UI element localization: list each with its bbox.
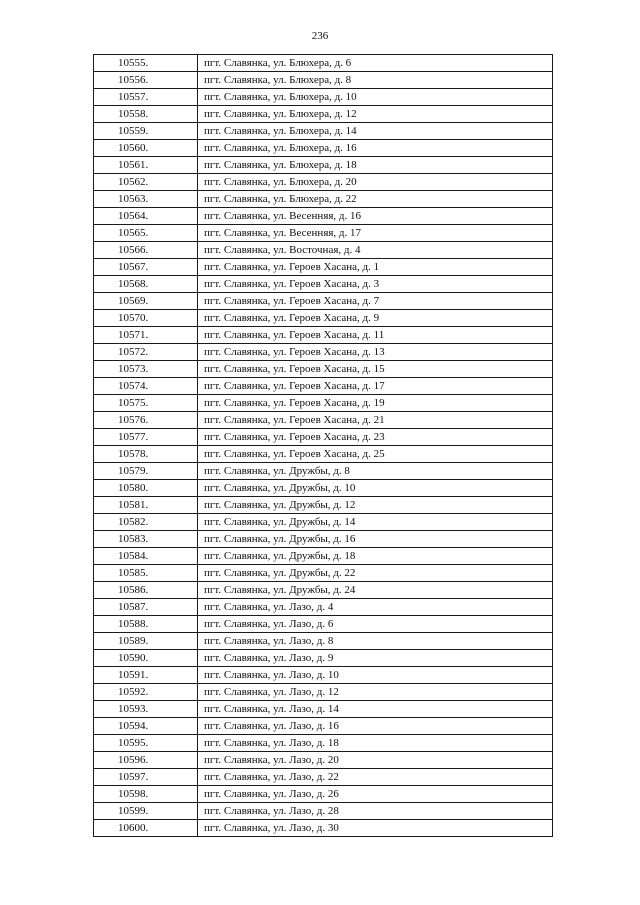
table-row [94,701,553,718]
table-row [94,582,553,599]
address-cell: пгт. Славянка, ул. Героев Хасана, д. 15 [198,361,553,378]
address-cell: пгт. Славянка, ул. Блюхера, д. 8 [198,72,553,89]
table-row [94,140,553,157]
row-number-cell: 10562. [94,174,198,191]
table-row [94,820,553,837]
address-cell: пгт. Славянка, ул. Блюхера, д. 22 [198,191,553,208]
row-number-cell: 10578. [94,446,198,463]
address-cell: пгт. Славянка, ул. Лазо, д. 30 [198,820,553,837]
table-row [94,786,553,803]
row-number-cell: 10587. [94,599,198,616]
address-cell: пгт. Славянка, ул. Лазо, д. 10 [198,667,553,684]
table-row [94,429,553,446]
row-number-cell: 10579. [94,463,198,480]
row-number-cell: 10595. [94,735,198,752]
address-cell: пгт. Славянка, ул. Дружбы, д. 18 [198,548,553,565]
table-row [94,242,553,259]
table-row [94,463,553,480]
table-row [94,157,553,174]
table-row [94,123,553,140]
table-row [94,497,553,514]
table-row [94,633,553,650]
row-number-cell: 10575. [94,395,198,412]
table-row [94,735,553,752]
row-number-cell: 10584. [94,548,198,565]
row-number-cell: 10558. [94,106,198,123]
address-cell: пгт. Славянка, ул. Блюхера, д. 20 [198,174,553,191]
table-row [94,769,553,786]
row-number-cell: 10582. [94,514,198,531]
address-cell: пгт. Славянка, ул. Весенняя, д. 17 [198,225,553,242]
row-number-cell: 10567. [94,259,198,276]
table-row [94,803,553,820]
table-row [94,480,553,497]
address-cell: пгт. Славянка, ул. Лазо, д. 4 [198,599,553,616]
table-row [94,514,553,531]
row-number-cell: 10565. [94,225,198,242]
address-cell: пгт. Славянка, ул. Лазо, д. 20 [198,752,553,769]
address-table-body [94,55,553,837]
row-number-cell: 10569. [94,293,198,310]
address-cell: пгт. Славянка, ул. Весенняя, д. 16 [198,208,553,225]
address-cell: пгт. Славянка, ул. Лазо, д. 14 [198,701,553,718]
address-cell: пгт. Славянка, ул. Дружбы, д. 8 [198,463,553,480]
address-cell: пгт. Славянка, ул. Героев Хасана, д. 9 [198,310,553,327]
row-number-cell: 10593. [94,701,198,718]
address-cell: пгт. Славянка, ул. Лазо, д. 12 [198,684,553,701]
table-row [94,344,553,361]
address-cell: пгт. Славянка, ул. Восточная, д. 4 [198,242,553,259]
table-row [94,89,553,106]
address-cell: пгт. Славянка, ул. Героев Хасана, д. 23 [198,429,553,446]
address-cell: пгт. Славянка, ул. Блюхера, д. 16 [198,140,553,157]
table-row [94,616,553,633]
address-cell: пгт. Славянка, ул. Блюхера, д. 12 [198,106,553,123]
table-row [94,650,553,667]
row-number-cell: 10586. [94,582,198,599]
table-row [94,293,553,310]
address-cell: пгт. Славянка, ул. Героев Хасана, д. 7 [198,293,553,310]
row-number-cell: 10571. [94,327,198,344]
row-number-cell: 10576. [94,412,198,429]
address-cell: пгт. Славянка, ул. Дружбы, д. 24 [198,582,553,599]
row-number-cell: 10557. [94,89,198,106]
row-number-cell: 10559. [94,123,198,140]
table-row [94,361,553,378]
row-number-cell: 10583. [94,531,198,548]
table-row [94,718,553,735]
table-row [94,276,553,293]
page-number: 236 [311,30,329,42]
table-row [94,106,553,123]
row-number-cell: 10590. [94,650,198,667]
table-row [94,259,553,276]
row-number-cell: 10592. [94,684,198,701]
row-number-cell: 10570. [94,310,198,327]
table-row [94,752,553,769]
address-cell: пгт. Славянка, ул. Лазо, д. 6 [198,616,553,633]
row-number-cell: 10561. [94,157,198,174]
address-cell: пгт. Славянка, ул. Дружбы, д. 16 [198,531,553,548]
row-number-cell: 10598. [94,786,198,803]
row-number-cell: 10573. [94,361,198,378]
address-cell: пгт. Славянка, ул. Блюхера, д. 10 [198,89,553,106]
address-cell: пгт. Славянка, ул. Героев Хасана, д. 25 [198,446,553,463]
address-cell: пгт. Славянка, ул. Героев Хасана, д. 13 [198,344,553,361]
row-number-cell: 10563. [94,191,198,208]
address-cell: пгт. Славянка, ул. Лазо, д. 16 [198,718,553,735]
table-row [94,310,553,327]
row-number-cell: 10597. [94,769,198,786]
row-number-cell: 10556. [94,72,198,89]
address-cell: пгт. Славянка, ул. Дружбы, д. 14 [198,514,553,531]
address-cell: пгт. Славянка, ул. Лазо, д. 22 [198,769,553,786]
table-row [94,684,553,701]
table-row [94,55,553,72]
table-row [94,667,553,684]
table-row [94,191,553,208]
address-cell: пгт. Славянка, ул. Лазо, д. 9 [198,650,553,667]
address-cell: пгт. Славянка, ул. Героев Хасана, д. 21 [198,412,553,429]
address-cell: пгт. Славянка, ул. Лазо, д. 26 [198,786,553,803]
row-number-cell: 10600. [94,820,198,837]
table-row [94,72,553,89]
row-number-cell: 10574. [94,378,198,395]
table-row [94,174,553,191]
table-row [94,412,553,429]
row-number-cell: 10591. [94,667,198,684]
table-row [94,225,553,242]
table-row [94,565,553,582]
address-cell: пгт. Славянка, ул. Героев Хасана, д. 1 [198,259,553,276]
address-cell: пгт. Славянка, ул. Лазо, д. 28 [198,803,553,820]
table-row [94,327,553,344]
address-cell: пгт. Славянка, ул. Героев Хасана, д. 3 [198,276,553,293]
table-row [94,599,553,616]
row-number-cell: 10568. [94,276,198,293]
address-cell: пгт. Славянка, ул. Героев Хасана, д. 17 [198,378,553,395]
row-number-cell: 10588. [94,616,198,633]
address-cell: пгт. Славянка, ул. Блюхера, д. 14 [198,123,553,140]
address-cell: пгт. Славянка, ул. Лазо, д. 8 [198,633,553,650]
row-number-cell: 10580. [94,480,198,497]
row-number-cell: 10572. [94,344,198,361]
address-cell: пгт. Славянка, ул. Блюхера, д. 6 [198,55,553,72]
row-number-cell: 10594. [94,718,198,735]
row-number-cell: 10564. [94,208,198,225]
row-number-cell: 10596. [94,752,198,769]
row-number-cell: 10581. [94,497,198,514]
row-number-cell: 10555. [94,55,198,72]
address-cell: пгт. Славянка, ул. Дружбы, д. 22 [198,565,553,582]
table-row [94,446,553,463]
table-row [94,208,553,225]
table-row [94,548,553,565]
row-number-cell: 10589. [94,633,198,650]
table-row [94,378,553,395]
address-cell: пгт. Славянка, ул. Блюхера, д. 18 [198,157,553,174]
address-cell: пгт. Славянка, ул. Дружбы, д. 10 [198,480,553,497]
row-number-cell: 10585. [94,565,198,582]
table-row [94,395,553,412]
address-cell: пгт. Славянка, ул. Лазо, д. 18 [198,735,553,752]
address-table [93,54,553,837]
address-cell: пгт. Славянка, ул. Героев Хасана, д. 11 [198,327,553,344]
address-cell: пгт. Славянка, ул. Дружбы, д. 12 [198,497,553,514]
row-number-cell: 10577. [94,429,198,446]
row-number-cell: 10560. [94,140,198,157]
table-row [94,531,553,548]
row-number-cell: 10566. [94,242,198,259]
row-number-cell: 10599. [94,803,198,820]
address-cell: пгт. Славянка, ул. Героев Хасана, д. 19 [198,395,553,412]
